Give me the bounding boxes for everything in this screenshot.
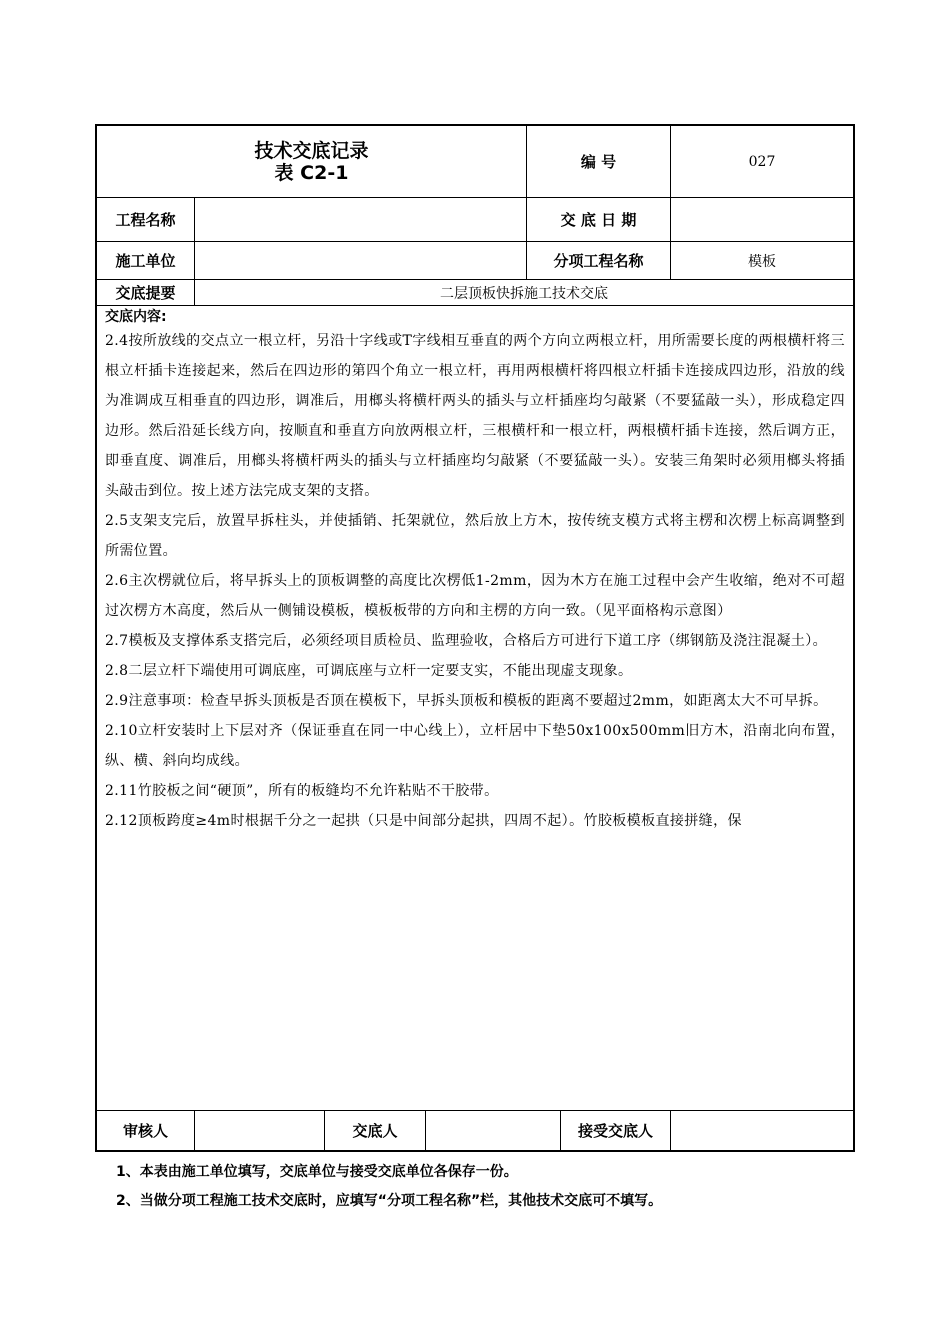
form-title-line2: 表 C2-1 <box>274 161 349 184</box>
content-paragraph: 2.12顶板跨度≥4m时根据千分之一起拱（只是中间部分起拱，四周不起）。竹胶板模板直接拼缝，保 <box>105 813 742 829</box>
content-paragraph: 2.5支架支完后，放置早拆柱头，并使插销、托架就位，然后放上方木，按传统支模方式将主楞和次楞上标高调整到所需位置。 <box>105 513 845 559</box>
header-row <box>97 126 853 198</box>
construction-unit-value <box>195 242 527 279</box>
footnotes <box>116 1158 876 1216</box>
receiver-label: 接受交底人 <box>561 1111 671 1150</box>
content-paragraph: 2.8二层立杆下端使用可调底座，可调底座与立杆一定要支实，不能出现虚支现象。 <box>105 663 633 679</box>
project-row <box>97 198 853 242</box>
subproject-name-value: 模板 <box>748 253 776 270</box>
signature-row <box>97 1111 853 1150</box>
content-paragraph: 2.11竹胶板之间“硬顶”，所有的板缝均不允许粘贴不干胶带。 <box>105 783 499 799</box>
content-paragraph: 2.9注意事项：检查早拆头顶板是否顶在模板下，早拆头顶板和模板的距离不要超过2mm，如距离太大不可早拆。 <box>105 693 828 709</box>
form-title-line1: 技术交底记录 <box>254 139 369 162</box>
content-label: 交底内容: <box>105 309 167 325</box>
receiver-value <box>671 1111 853 1150</box>
disclosure-date-value <box>671 198 853 241</box>
content-paragraph: 2.4按所放线的交点立一根立杆，另沿十字线或T字线相互垂直的两个方向立两根立杆，用所需要长度的两根横杆将三根立杆插卡连接起来，然后在四边形的第四个角立一根立杆，再用两根横杆将四根立杆插卡连接成四边形，沿放的线为准调成互相垂直的四边形，调准后，用榔头将横杆两头的插头与立杆插座均匀敲紧（不要猛敲一头），形成稳定四边形。然后沿延长线方向，按顺直和垂直方向放两根立杆，三根横杆和一根立杆，两根横杆插卡连接，然后调方正，即垂直度、调准后，用榔头将横杆两头的插头与立杆插座均匀敲紧（不要猛敲一头）。安装三角架时必须用榔头将插头敲击到位。按上述方法完成支架的支搭。 <box>105 333 845 499</box>
disclosure-date-label: 交 底 日 期 <box>527 198 671 241</box>
number-label: 编 号 <box>527 126 671 197</box>
discloser-value <box>426 1111 561 1150</box>
content-paragraph: 2.7模板及支撑体系支搭完后，必须经项目质检员、监理验收，合格后方可进行下道工序（绑钢筋及浇注混凝土）。 <box>105 633 828 649</box>
form-title <box>97 126 527 197</box>
footnote-item: 1、本表由施工单位填写，交底单位与接受交底单位各保存一份。 <box>116 1164 518 1180</box>
unit-row <box>97 242 853 280</box>
number-value: 027 <box>748 153 776 170</box>
technical-disclosure-form <box>95 124 855 1152</box>
summary-row <box>97 280 853 306</box>
project-name-value <box>195 198 527 241</box>
reviewer-label: 审核人 <box>97 1111 195 1150</box>
footnote-item: 2、当做分项工程施工技术交底时，应填写“分项工程名称”栏，其他技术交底可不填写。 <box>116 1193 663 1209</box>
reviewer-value <box>195 1111 325 1150</box>
content-paragraph: 2.10立杆安装时上下层对齐（保证垂直在同一中心线上），立杆居中下垫50x100x500mm旧方木，沿南北向布置，纵、横、斜向均成线。 <box>105 723 845 769</box>
construction-unit-label: 施工单位 <box>97 242 195 279</box>
content-paragraph: 2.6主次楞就位后，将早拆头上的顶板调整的高度比次楞低1-2mm，因为木方在施工过程中会产生收缩，绝对不可超过次楞方木高度，然后从一侧铺设模板，模板板带的方向和主楞的方向一致。（见平面格构示意图） <box>105 573 845 619</box>
subproject-name-label: 分项工程名称 <box>527 242 671 279</box>
summary-value: 二层顶板快拆施工技术交底 <box>440 285 608 302</box>
content-section <box>97 306 853 1111</box>
summary-label: 交底提要 <box>97 280 195 305</box>
discloser-label: 交底人 <box>325 1111 426 1150</box>
project-name-label: 工程名称 <box>97 198 195 241</box>
